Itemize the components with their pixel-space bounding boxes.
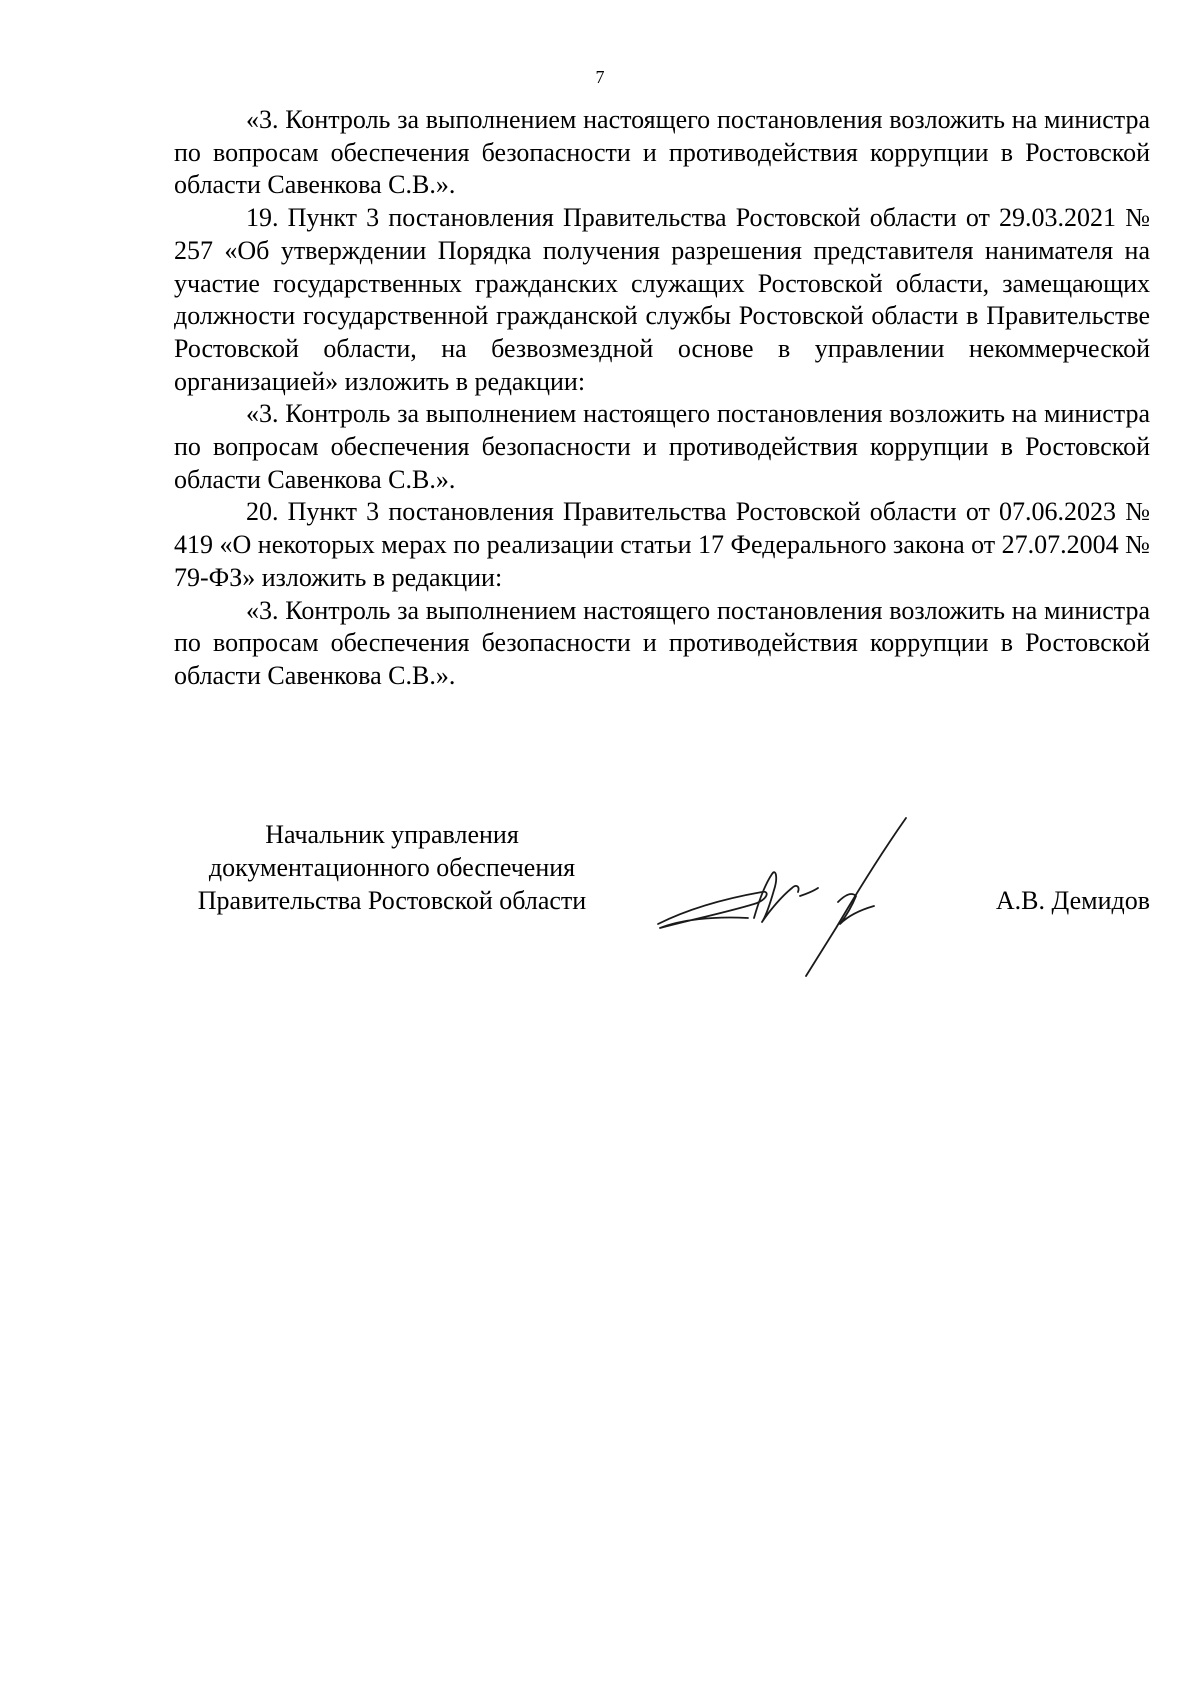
signatory-name: А.В. Демидов — [995, 886, 1150, 915]
paragraph-control-clause-1: «3. Контроль за выполнением настоящего постановления возложить на министра по вопросам обеспечения безопасности и противодействия коррупции в Ростовской области Савенкова С.В.». — [174, 105, 1150, 200]
paragraph-item-20: 20. Пункт 3 постановления Правительства Ростовской области от 07.06.2023 № 419 «О некоторых мерах по реализации статьи 17 Федерального закона от 27.07.2004 № 79-ФЗ» изложить в редакции: — [174, 497, 1150, 592]
signatory-title — [174, 818, 610, 917]
page-number: 7 — [595, 67, 605, 87]
signature-block — [174, 818, 1150, 978]
paragraph-item-19: 19. Пункт 3 постановления Правительства Ростовской области от 29.03.2021 № 257 «Об утверждении Порядка получения разрешения представителя нанимателя на участие государственных гражданских служащих Ростовской области, замещающих должности государственной гражданской службы Ростовской области в Правительстве Ростовской области, на безвозмездной основе в управлении некоммерческой организацией» изложить в редакции: — [174, 203, 1150, 396]
paragraph-control-clause-2: «3. Контроль за выполнением настоящего постановления возложить на министра по вопросам обеспечения безопасности и противодействия коррупции в Ростовской области Савенкова С.В.». — [174, 399, 1150, 494]
signatory-title-line-1: Начальник управления — [265, 820, 519, 849]
signatory-title-line-2: документационного обеспечения — [208, 853, 576, 882]
handwritten-signature-icon — [650, 812, 910, 978]
document-body — [174, 104, 1150, 693]
paragraph-control-clause-3: «3. Контроль за выполнением настоящего постановления возложить на министра по вопросам обеспечения безопасности и противодействия коррупции в Ростовской области Савенкова С.В.». — [174, 595, 1150, 690]
signatory-title-line-3: Правительства Ростовской области — [197, 886, 587, 915]
